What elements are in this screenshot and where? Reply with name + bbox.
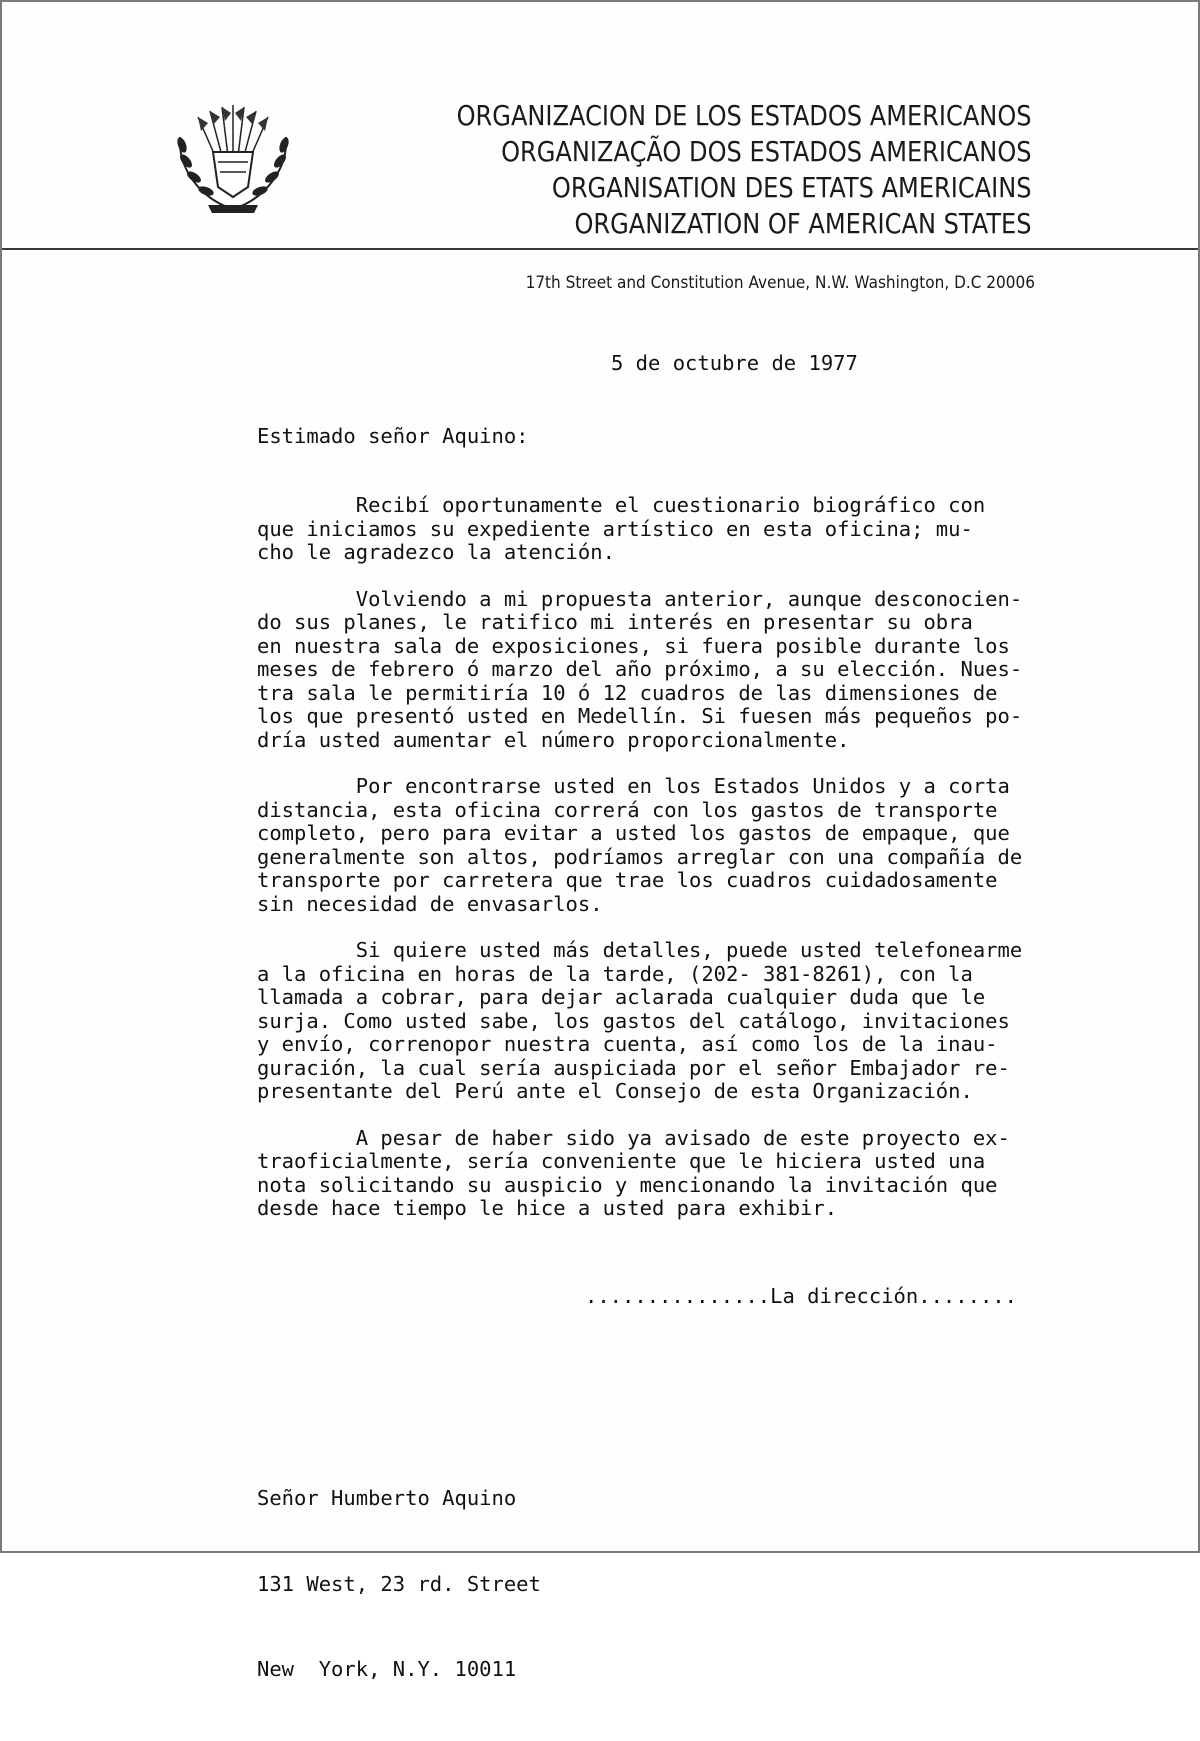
recipient-city: New York, N.Y. 10011	[257, 1657, 517, 1681]
org-name-english: ORGANIZATION OF AMERICAN STATES	[574, 207, 1032, 240]
paragraph-5: A pesar de haber sido ya avisado de este proyecto ex- traoficialmente, sería conveniente que le hiciera usted una nota solicitando su auspicio y mencionando la invitación que desde hace tiempo le hice a usted para exhibir.	[257, 1125, 1010, 1220]
org-name-portuguese: ORGANIZAÇÃO DOS ESTADOS AMERICANOS	[501, 135, 1032, 168]
recipient-street: 131 West, 23 rd. Street	[257, 1571, 541, 1596]
letterhead-divider	[2, 248, 1198, 250]
letter-body	[257, 494, 1127, 1244]
org-name-spanish: ORGANIZACION DE LOS ESTADOS AMERICANOS	[457, 99, 1032, 132]
organization-names	[363, 98, 1032, 242]
paragraph-1: Recibí oportunamente el cuestionario biográfico con que iniciamos su expediente artístico en esta oficina; mu- cho le agradezco la atención.	[257, 493, 986, 564]
signature-line: ...............La dirección........	[585, 1284, 1017, 1308]
paragraph-4: Si quiere usted más detalles, puede usted telefonearme a la oficina en horas de la tarde, (202- 381-8261), con la llamada a cobrar, para dejar aclarada cualquier duda que le surja. Como usted sabe, los gastos del catálogo, invitaciones y envío, correnopor nuestra cuenta, así como los de la inau- guración, la cual sería auspiciada por el señor Embajador re- presentante del Perú ante el Consejo de esta Organización.	[257, 938, 1023, 1103]
recipient-name: Señor Humberto Aquino	[257, 1486, 517, 1510]
oas-emblem-icon	[168, 97, 298, 227]
paragraph-3: Por encontrarse usted en los Estados Unidos y a corta distancia, esta oficina correrá con los gastos de transporte completo, pero para evitar a usted los gastos de empaque, que generalmente son altos, podríamos arreglar con una compañía de transporte por carretera que trae los cuadros cuidadosamente sin necesidad de envasarlos.	[257, 774, 1023, 916]
recipient-address	[257, 1427, 541, 1741]
paragraph-2: Volviendo a mi propuesta anterior, aunque desconocien- do sus planes, le ratifico mi interés en presentar su obra en nuestra sala de exposiciones, si fuera posible durante los meses de febrero ó marzo del año próximo, a su elección. Nues- tra sala le permitiría 10 ó 12 cuadros de las dimensiones de los que presentó usted en Medellín. Si fuesen más pequeños po- dría usted aumentar el número proporcionalmente.	[257, 586, 1023, 752]
org-name-french: ORGANISATION DES ETATS AMERICAINS	[552, 171, 1032, 204]
salutation: Estimado señor Aquino:	[257, 424, 529, 448]
organization-address: 17th Street and Constitution Avenue, N.W. Washington, D.C 20006	[525, 273, 1035, 293]
letter-date: 5 de octubre de 1977	[611, 351, 858, 375]
